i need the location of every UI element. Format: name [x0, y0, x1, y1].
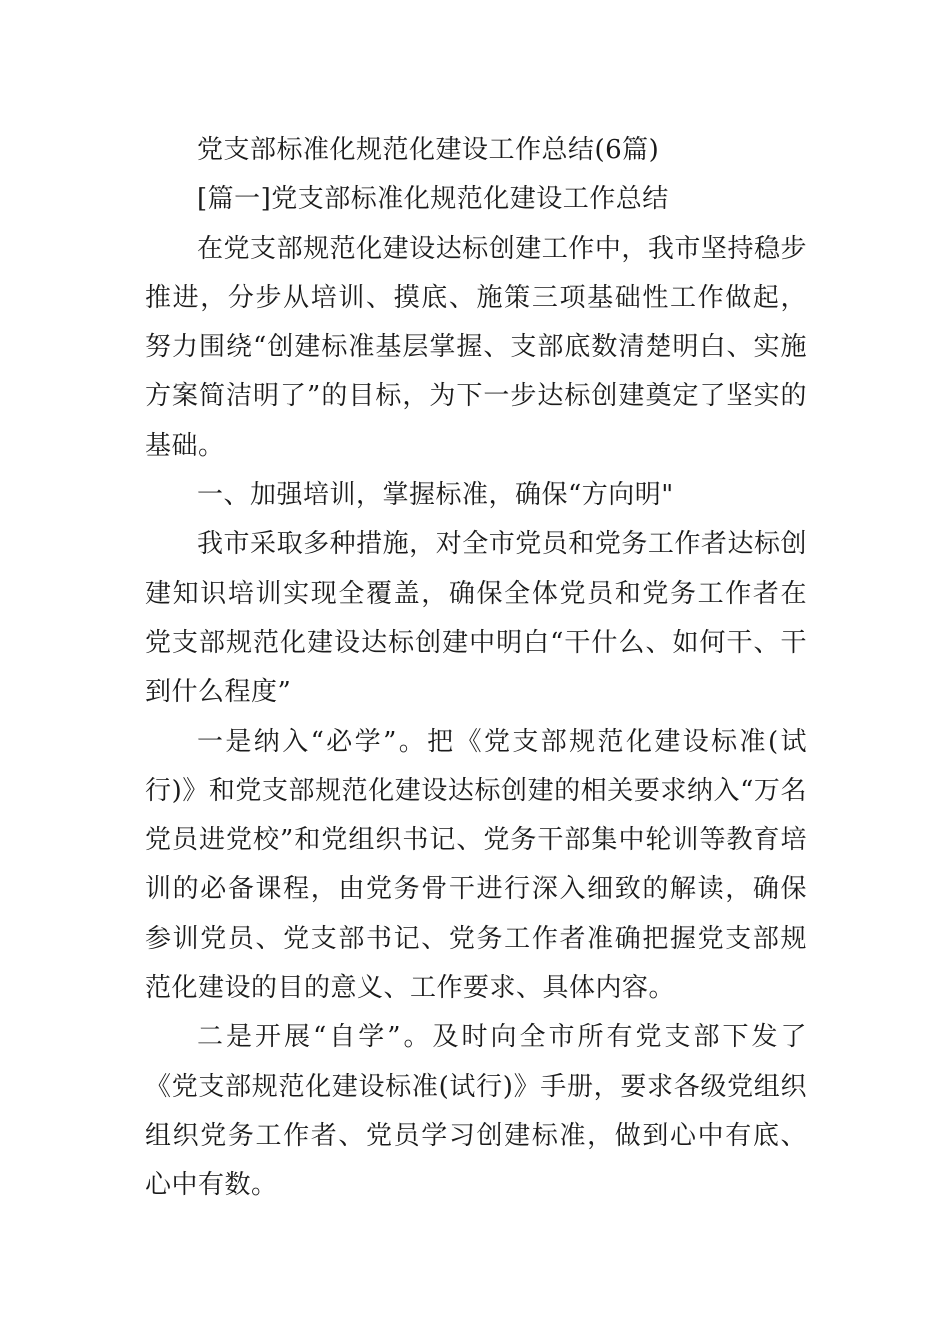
intro-paragraph: 在党支部规范化建设达标创建工作中，我市坚持稳步推进，分步从培训、摸底、施策三项基础性工作做起，努力围绕“创建标准基层掌握、支部底数清楚明白、实施方案简洁明了”的目标，为下一步达标创建奠定了坚实的基础。: [145, 233, 807, 461]
section-heading: 一、加强培训，掌握标准，确保“方向明": [197, 480, 674, 511]
point-one-paragraph: 一是纳入“必学”。把《党支部规范化建设标准(试行)》和党支部规范化建设达标创建的相关要求纳入“万名党员进党校”和党组织书记、党务干部集中轮训等教育培训的必备课程，由党务骨干进行深入细致的解读，确保参训党员、党支部书记、党务工作者准确把握党支部规范化建设的目的意义、工作要求、具体内容。: [145, 726, 807, 1004]
document-title: 党支部标准化规范化建设工作总结(6篇): [197, 135, 660, 165]
section-paragraph: 我市采取多种措施，对全市党员和党务工作者达标创建知识培训实现全覆盖，确保全体党员和党务工作者在党支部规范化建设达标创建中明白“干什么、如何干、干到什么程度”: [145, 529, 807, 708]
document-subtitle: [篇一]党支部标准化规范化建设工作总结: [197, 184, 669, 215]
point-two-paragraph: 二是开展“自学”。及时向全市所有党支部下发了《党支部规范化建设标准(试行)》手册，要求各级党组织组织党务工作者、党员学习创建标准，做到心中有底、心中有数。: [145, 1022, 807, 1201]
document-body: [145, 126, 807, 1211]
